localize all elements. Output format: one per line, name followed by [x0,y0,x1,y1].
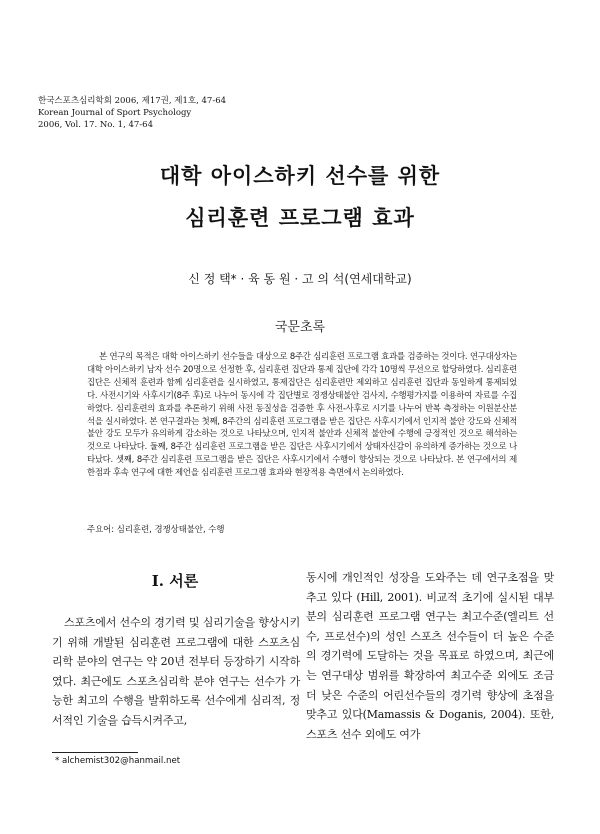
abstract-heading: 국문초록 [274,320,326,335]
footnote-divider [52,752,138,753]
keywords: 주요어: 심리훈련, 경쟁상태불안, 수행 [87,524,225,534]
journal-name-english: Korean Journal of Sport Psychology [38,108,192,118]
journal-header [38,95,226,131]
body-right-column: 동시에 개인적인 성장을 도와주는 데 연구초점을 맞추고 있다 (Hill, 2001). 비교적 초기에 실시된 대부분의 심리훈련 프로그램 연구는 최고수준(엘리트 선수, 프로선수)의 성인 스포츠 선수들이 더 높은 수준의 경기력에 도달하는 것을 목표로 하였으며, 최근에는 연구대상 범위를 확장하여 최고수준 외에도 조금 더 낮은 수준의 어린선수들의 경기력 향상에 초점을 맞추고 있다(Mamassis & Doganis, 2004). 또한, 스포츠 선수 외에도 여가 [306,571,554,741]
abstract-text: 본 연구의 목적은 대학 아이스하키 선수들을 대상으로 8주간 심리훈련 프로그램 효과를 검증하는 것이다. 연구대상자는 대학 아이스하키 남자 선수 20명으로 선정한 후, 심리훈련 집단과 통제 집단에 각각 10명씩 무선으로 할당하였다. 심리훈련 집단은 신체적 훈련과 함께 심리훈련을 실시하였고, 통제집단은 심리훈련만 제외하고 심리훈련 집단과 동일하게 통제되었다. 사전시기와 사후시기(8주 후)로 나누어 동시에 각 집단별로 경쟁상태불안 검사지, 수행평가지를 이용하여 자료를 수집하였다. 심리훈련의 효과를 추론하기 위해 사전 동질성을 검증한 후 사전-사후로 시기를 나누어 반복 측정하는 이원분산분석을 실시하였다. 본 연구결과는 첫째, 8주간의 심리훈련 프로그램을 받은 집단은 사후시기에서 인지적 불안 강도와 신체적 불안 강도 모두가 유의하게 감소하는 것으로 나타났으며, 인지적 불안과 신체적 불안에 수행에 긍정적인 것으로 해석하는 것으로 나타났다. 둘째, 8주간 심리훈련 프로그램을 받은 집단은 사후시기에서 상태자신감이 유의하게 증가하는 것으로 나타났다. 셋째, 8주간 심리훈련 프로그램을 받은 집단은 사후시기에서 수행이 향상되는 것으로 나타났다. 본 연구에서의 제한점과 후속 연구에 대한 제언을 심리훈련 프로그램 효과와 현장적용 측면에서 논의하였다. [87,351,517,478]
journal-citation-korean: 한국스포츠심리학회 2006, 제17권, 제1호, 47-64 [38,96,227,106]
footnote-email: * alchemist302@hanmail.net [55,756,181,766]
paper-title-line-2: 심리훈련 프로그램 효과 [185,205,415,230]
body-left-column: 스포츠에서 선수의 경기력 및 심리기술을 향상시키기 위해 개발된 심리훈련 프로그램에 대한 스포츠심리학 분야의 연구는 약 20년 전부터 등장하기 시작하였다. 최근에도 스포츠심리학 분야 연구는 선수가 가능한 최고의 수행을 발휘하도록 선수에게 심리적, 정서적인 기술을 습득시켜주고, [52,616,300,727]
author-list: 신 정 택* · 육 동 원 · 고 의 석(연세대학교) [188,272,412,286]
section-heading: I. 서론 [151,572,199,590]
paper-title-line-1: 대학 아이스하키 선수를 위한 [159,163,441,188]
journal-volume: 2006, Vol. 17. No. 1, 47-64 [38,120,153,130]
